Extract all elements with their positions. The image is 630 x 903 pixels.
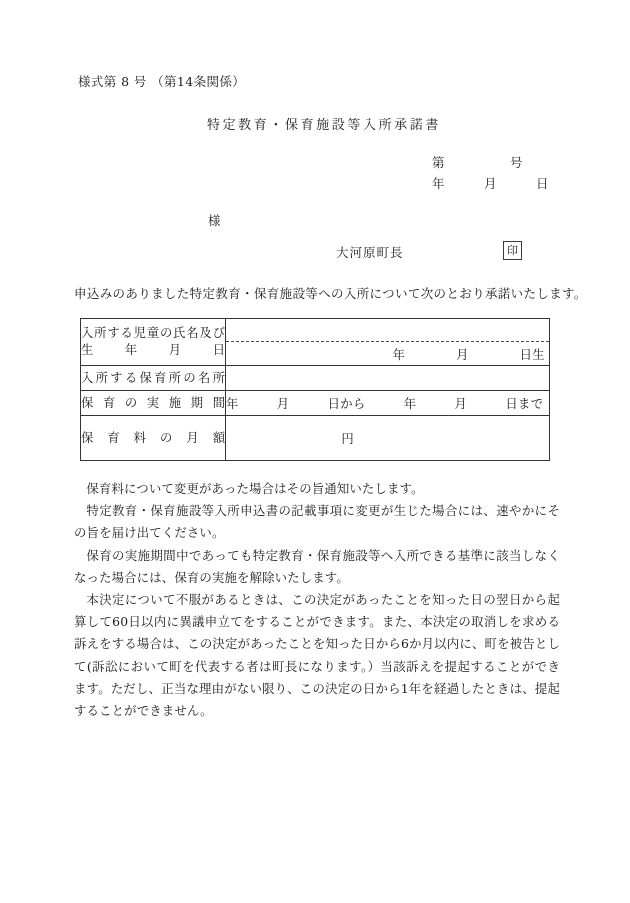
row-label-monthly-fee: 保育料の月額: [81, 416, 226, 461]
application-details-table: [80, 318, 550, 461]
note-paragraph: 保育料について変更があった場合はその旨通知いたします。: [86, 481, 424, 496]
table-row: [81, 416, 550, 461]
note-paragraph: 本決定について不服があるときは、この決定があったことを知った日の翌日から起算して60日以内に異議申立てをすることができます。また、本決定の取消しを求める訴えをする場合は、この決定があったことを知った日から6か月以内に、町を被告として(訴訟において町を代表する者は町長になります。）当該訴えを提起することができます。ただし、正当な理由がない限り、この決定の日から1年を経過したときは、提起することができません。: [74, 592, 560, 719]
document-meta-block: [432, 152, 549, 194]
form-number: 様式第 8 号 （第14条関係）: [78, 74, 246, 89]
facility-name-input[interactable]: [226, 366, 550, 391]
seal-stamp-icon: 印: [503, 241, 522, 260]
document-date-field[interactable]: 年 月 日: [432, 176, 550, 191]
page-title: 特定教育・保育施設等入所承諾書: [206, 118, 441, 133]
issuer-row: [336, 243, 526, 265]
recipient-honorific: 様: [208, 213, 222, 228]
lead-sentence: 申込みのありました特定教育・保育施設等への入所について次のとおり承諾いたします。: [74, 286, 587, 301]
row-label-care-period: 保育の実施期間: [81, 391, 226, 416]
row-value-monthly-fee[interactable]: [226, 416, 550, 461]
table-row: [81, 391, 550, 416]
notes-section: [74, 478, 560, 722]
monthly-fee-field[interactable]: 円: [341, 432, 354, 446]
issuer-name: 大河原町長: [336, 245, 404, 260]
row-value-care-period[interactable]: [226, 391, 550, 416]
child-name-input[interactable]: [226, 319, 549, 342]
document-number-field[interactable]: 第 号: [432, 155, 524, 170]
care-period-field[interactable]: 年 月 日から 年 月 日まで: [226, 397, 544, 411]
child-birthdate-field[interactable]: 年 月 日生: [392, 347, 545, 362]
row-label-facility-name: 入所する保育所の名所: [81, 366, 226, 391]
row-label-child-name: 入所する児童の氏名及び生年月日: [81, 319, 226, 366]
table-row: [81, 319, 550, 366]
row-value-child-name[interactable]: [226, 319, 550, 366]
table-row: [81, 366, 550, 391]
note-paragraph: 特定教育・保育施設等入所申込書の記載事項に変更が生じた場合には、速やかにその旨を届け出てください。: [74, 503, 560, 541]
note-paragraph: 保育の実施期間中であっても特定教育・保育施設等へ入所できる基準に該当しなくなった場合には、保育の実施を解除いたします。: [74, 547, 560, 585]
